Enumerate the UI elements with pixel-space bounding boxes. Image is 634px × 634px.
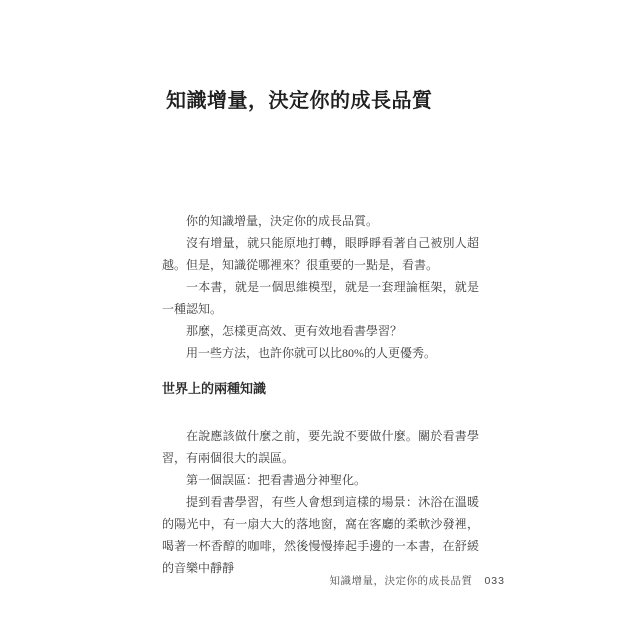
footer-page-number: 033 xyxy=(484,575,505,587)
chapter-title: 知識增量，決定你的成長品質 xyxy=(166,90,433,112)
footer-running-title: 知識增量，決定你的成長品質 xyxy=(329,575,473,587)
page-footer xyxy=(329,574,505,588)
body-paragraph: 一本書，就是一個思維模型，就是一套理論框架，就是一種認知。 xyxy=(162,280,479,316)
body-paragraph: 在說應該做什麼之前，要先說不要做什麼。關於看書學習，有兩個很大的誤區。 xyxy=(162,429,479,465)
body-paragraph: 提到看書學習，有些人會想到這樣的場景：沐浴在溫暖的陽光中，有一扇大大的落地窗，窩在客廳的柔軟沙發裡，喝著一杯香醇的咖啡，然後慢慢捧起手邊的一本書，在舒緩的音樂中靜靜 xyxy=(162,495,479,575)
body-paragraph: 第一個誤區：把看書過分神聖化。 xyxy=(186,473,367,487)
body-paragraph: 用一些方法，也許你就可以比80%的人更優秀。 xyxy=(186,346,436,360)
body-paragraph: 那麼，怎樣更高效、更有效地看書學習？ xyxy=(186,324,403,338)
section-heading: 世界上的兩種知識 xyxy=(162,381,267,396)
body-paragraph: 沒有增量，就只能原地打轉，眼睜睜看著自己被別人超越。但是，知識從哪裡來？很重要的一點是，看書。 xyxy=(162,236,479,272)
body-paragraph: 你的知識增量，決定你的成長品質。 xyxy=(186,214,379,228)
body-text-block xyxy=(162,210,479,579)
